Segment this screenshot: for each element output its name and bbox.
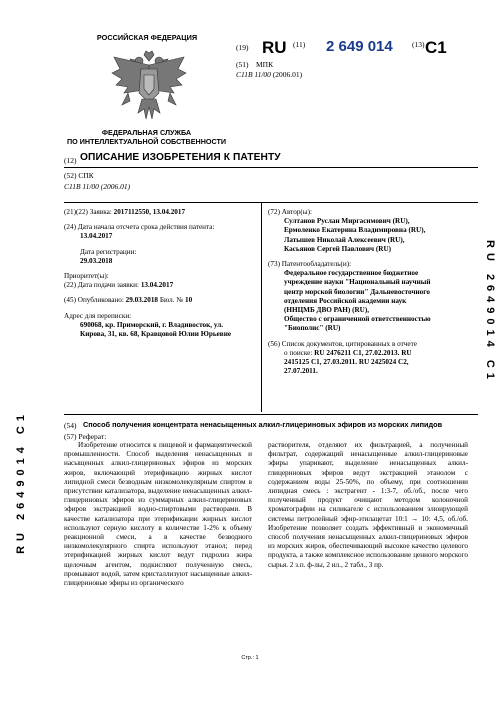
effective-date-label: (24) Дата начала отсчета срока действия патента: xyxy=(64,223,215,232)
author-item: Латышев Николай Алексеевич (RU), xyxy=(284,235,405,244)
references-label: (56) Список документов, цитированных в отчете xyxy=(268,339,417,348)
mpk-label: МПК xyxy=(256,60,274,69)
application-line: (21)(22) Заявка: 2017112550, 13.04.2017 xyxy=(64,208,186,216)
owner-line: учреждение науки "Национальный научный xyxy=(284,278,431,287)
bibliographic-left xyxy=(64,208,256,339)
priority-label: Приоритет(ы): xyxy=(64,272,109,281)
patent-number: 2 649 014 xyxy=(326,38,393,55)
country-name: РОССИЙСКАЯ ФЕДЕРАЦИЯ xyxy=(96,33,198,42)
country-code: RU xyxy=(262,38,287,57)
references-line-2: 2415125 C1, 27.03.2011. RU 2425024 C2, xyxy=(284,358,409,367)
bibliographic-right xyxy=(268,208,478,376)
spk-value: C11B 11/00 (2006.01) xyxy=(64,182,131,191)
section-divider xyxy=(64,414,478,415)
author-item: Ермоленко Екатерина Владимировна (RU), xyxy=(284,226,426,235)
abstract-label: (57) Реферат: xyxy=(64,432,107,441)
address-line-1: 690068, кр. Приморский, г. Владивосток, ул. xyxy=(80,320,224,329)
owner-line: Федеральное государственное бюджетное xyxy=(284,269,419,278)
published-line: (45) Опубликовано: 29.03.2018 Бюл. № 10 xyxy=(64,296,193,305)
inid-code-51: (51) xyxy=(236,60,249,69)
kind-code: C1 xyxy=(425,38,447,57)
page-number: Стр.: 1 xyxy=(241,655,259,661)
owners-label: (73) Патентообладатель(и): xyxy=(268,260,352,269)
inid-code-54: (54) xyxy=(64,421,77,430)
spk-label: (52) СПК xyxy=(64,171,94,180)
side-patent-number-left: RU 2649014 C1 xyxy=(15,410,27,554)
author-item: Касьянов Сергей Павлович (RU) xyxy=(284,244,392,253)
effective-date: 13.04.2017 xyxy=(80,232,113,241)
owner-line: "Биополис" (RU) xyxy=(284,324,341,333)
invention-title: Способ получения концентрата ненасыщенных алкил-глицериновых эфиров из морских липидов xyxy=(83,420,443,429)
abstract-column-1: Изобретение относится к пищевой и фармацевтической промышленности. Способ выделения ненасыщенных и насыщенных алкил-глицериновых эфиров из морских жиров, включающий этерификацию жирных кислот липидной смеси безводным низкомолекулярным спиртом в присутствии катализатора, выделение ненасыщенных алкил-глицериновых эфиров из суммарных алкил-глицериновых эфиров экстракцией водно-спиртовыми растворами. В качестве катализатора при этерификации жирных кислот используют серную кислоту в количестве 1-2% к объему реакционной смеси, а в качестве безводного низкомолекулярного спирта используют этанол; перед этерификацией жирных кислот ведут гидролиз жира щелочным агентом, подкисляют полученную смесь, промывают водой, затем кристаллизуют насыщенные алкил-глицериновые эфиры из органического xyxy=(64,441,252,588)
inid-code-19: (19) xyxy=(236,43,249,52)
owner-line: центр морской биологии" Дальневосточного xyxy=(284,287,430,296)
document-title: ОПИСАНИЕ ИЗОБРЕТЕНИЯ К ПАТЕНТУ xyxy=(80,152,281,163)
address-line-2: Кирова, 31, кв. 68, Кравцовой Юлии Юрьевне xyxy=(80,330,232,339)
owner-line: (ННЦМБ ДВО РАН) (RU), xyxy=(284,306,370,315)
references-line-3: 27.07.2011. xyxy=(284,367,318,376)
mpk-classification: C11B 11/00 (2006.01) xyxy=(236,70,303,79)
abstract-column-2: растворителя, отделяют их фильтрацией, а полученный фильтрат, содержащий ненасыщенные алкил-глицериновые эфиры упаривают, выделение ненасыщенных алкил-глицериновых эфиров ведут экстракцией этанолом с содержанием воды 25-50%, по объему, при соотношении липидная смесь : экстрагент - 1:3-7, об./об., после чего полученный продукт очищают методом колоночной хроматографии на силикагеле с использованием элюирующей системы петролейный эфир-этилацетат 10:1 → 10: 4,5, об./об. Изобретение позволяет создать эффективный и экономичный способ получения ненасыщенных алкил-глицериновых эфиров из морских жиров, обеспечивающий высокое качество целевого продукта, а также комплексное использование ценного морского сырья. 2 з.п. ф-лы, 2 ил., 2 табл., 3 пр. xyxy=(268,441,468,569)
coat-of-arms-emblem xyxy=(108,47,190,125)
inid-code-12: (12) xyxy=(64,156,77,165)
patent-office-name: ФЕДЕРАЛЬНАЯ СЛУЖБА ПО ИНТЕЛЛЕКТУАЛЬНОЙ СОБСТВЕННОСТИ xyxy=(66,128,227,146)
column-divider xyxy=(261,202,262,412)
inid-code-13: (13) xyxy=(412,40,425,49)
registration-label: Дата регистрации: xyxy=(80,247,137,256)
inid-code-11: (11) xyxy=(293,40,306,49)
title-divider xyxy=(64,167,478,168)
owner-line: отделения Российской академии наук xyxy=(284,296,407,305)
owner-line: Общество с ограниченной ответственностью xyxy=(284,315,431,324)
spk-divider xyxy=(64,202,478,203)
author-item: Султанов Руслан Миргасимович (RU), xyxy=(284,217,410,226)
authors-label: (72) Автор(ы): xyxy=(268,208,313,216)
side-patent-number-right: RU 2649014 C1 xyxy=(484,240,496,384)
priority-line: (22) Дата подачи заявки: 13.04.2017 xyxy=(64,281,174,290)
references-line-1: о поиске: RU 2476211 C1, 27.02.2013. RU xyxy=(284,348,412,357)
registration-date: 29.03.2018 xyxy=(80,256,113,265)
address-label: Адрес для переписки: xyxy=(64,311,132,320)
